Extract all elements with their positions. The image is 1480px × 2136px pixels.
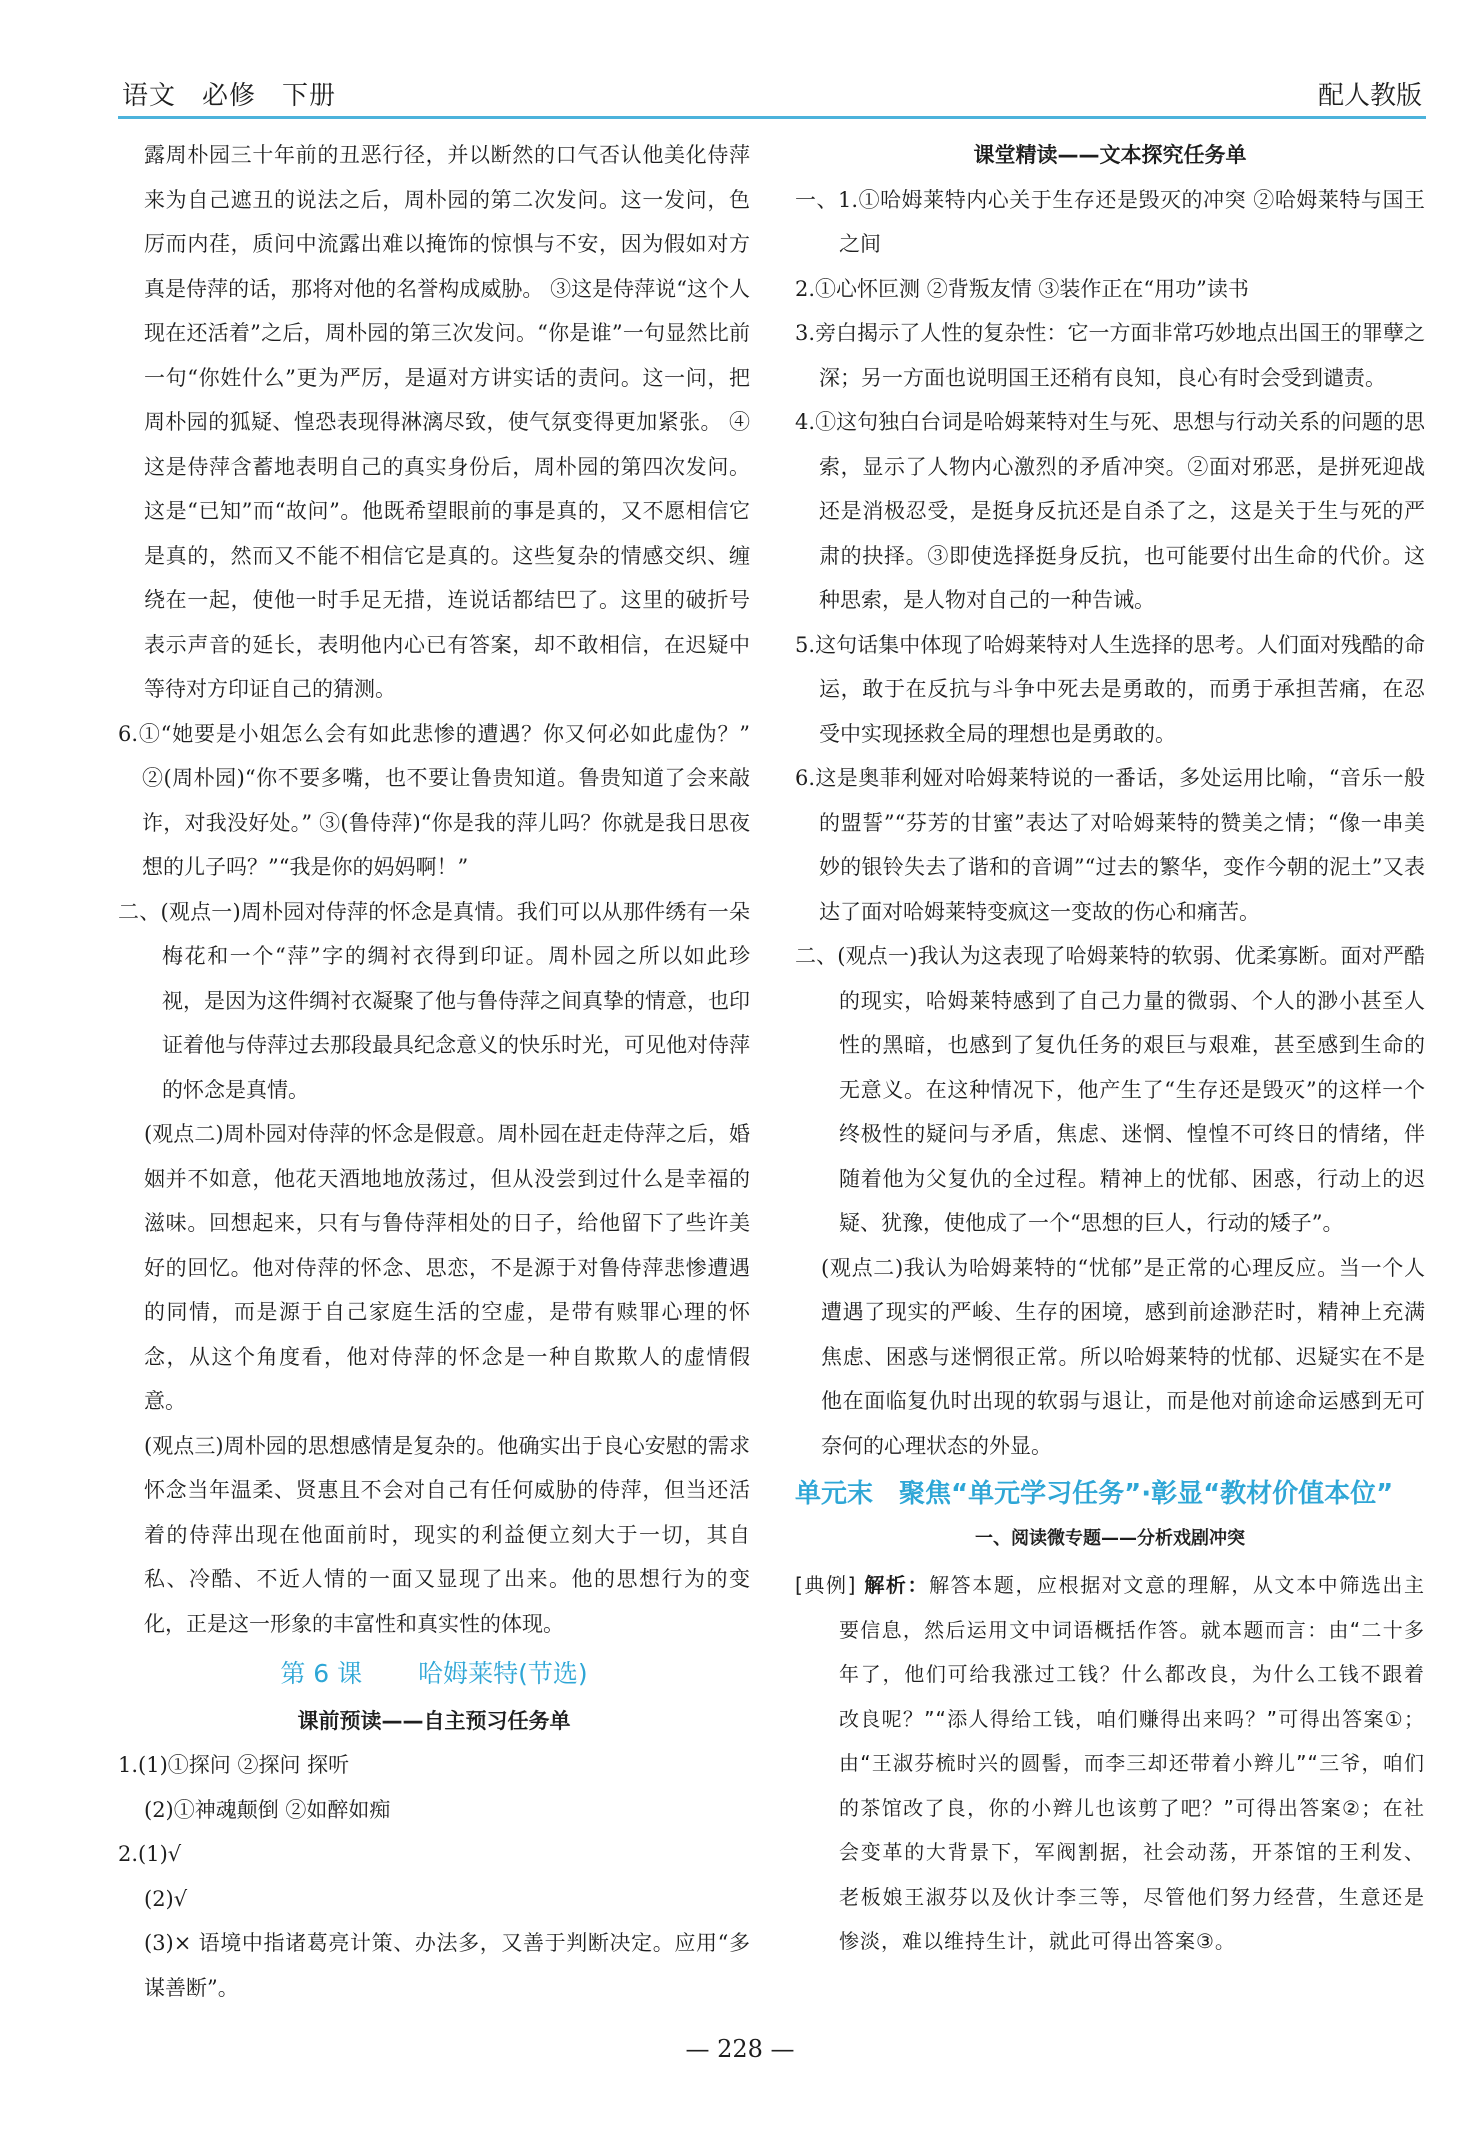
unit-label: 单元末 (795, 1479, 874, 1509)
answer-section-two: 二、(观点一)周朴园对侍萍的怀念是真情。我们可以从那件绣有一朵梅花和一个“萍”字的绸衬衣得到印证。周朴园之所以如此珍视，是因为这件绸衬衣凝聚了他与鲁侍萍之间真挚的情意，也印证着他与侍萍过去那段最具纪念意义的快乐时光，可见他对侍萍的怀念是真情。 (118, 899, 750, 1102)
answer-2c: (3)× 语境中指诸葛亮计策、办法多，又善于判断决定。应用“多谋善断”。 (144, 1931, 750, 2000)
answer-r3: 3.旁白揭示了人性的复杂性：它一方面非常巧妙地点出国王的罪孽之深；另一方面也说明国王还稍有良知，良心有时会受到谴责。 (795, 321, 1425, 390)
answer-r6: 6.这是奥菲利娅对哈姆莱特说的一番话，多处运用比喻，“音乐一般的盟誓”“芬芳的甘蜜”表达了对哈姆莱特的赞美之情；“像一串美妙的银铃失去了谐和的音调”“过去的繁华，变作今朝的泥土”又表达了面对哈姆莱特变疯这一变故的伤心和痛苦。 (795, 766, 1425, 924)
book-title (122, 75, 362, 112)
example-analysis (795, 1563, 1425, 1964)
example-tag: [典例] (795, 1573, 857, 1597)
right-column (795, 133, 1425, 1964)
viewpoint-2-right: (观点二)我认为哈姆莱特的“忧郁”是正常的心理反应。当一个人遭遇了现实的严峻、生存的困境，感到前途渺茫时，精神上充满焦虑、困惑与迷惘很正常。所以哈姆莱特的忧郁、迟疑实在不是他在面临复仇时出现的软弱与退让，而是他对前途命运感到无可奈何的心理状态的外显。 (821, 1255, 1425, 1458)
answer-paragraph: 露周朴园三十年前的丑恶行径，并以断然的口气否认他美化侍萍来为自己遮丑的说法之后，周朴园的第二次发问。这一发问，色厉而内荏，质问中流露出难以掩饰的惊惧与不安，因为假如对方真是侍萍的话，那将对他的名誉构成威胁。 ③这是侍萍说“这个人现在还活着”之后，周朴园的第三次发问。“你是谁”一句显然比前一句“你姓什么”更为严厉，是逼对方讲实话的责问。这一问，把周朴园的狐疑、惶恐表现得淋漓尽致，使气氛变得更加紧张。 ④这是侍萍含蓄地表明自己的真实身份后，周朴园的第四次发问。这是“已知”而“故问”。他既希望眼前的事是真的，又不愿相信它是真的，然而又不能不相信它是真的。这些复杂的情感交织、缠绕在一起，使他一时手足无措，连说话都结巴了。这里的破折号表示声音的延长，表明他内心已有答案，却不敢相信，在迟疑中等待对方印证自己的猜测。 (144, 143, 750, 701)
answer-r1: 一、1.①哈姆莱特内心关于生存还是毁灭的冲突 ②哈姆莱特与国王之间 (795, 187, 1425, 256)
answer-1b: (2)①神魂颠倒 ②如醉如痴 (144, 1797, 391, 1822)
answer-section-two-right: 二、(观点一)我认为这表现了哈姆莱特的软弱、优柔寡断。面对严酷的现实，哈姆莱特感到了自己力量的微弱、个人的渺小甚至人性的黑暗，也感到了复仇任务的艰巨与艰难，甚至感到生命的无意义。在这种情况下，他产生了“生存还是毁灭”的这样一个终极性的疑问与矛盾，焦虑、迷惘、惶惶不可终日的情绪，伴随着他为父复仇的全过程。精神上的忧郁、困惑，行动上的迟疑、犹豫，使他成了一个“思想的巨人，行动的矮子”。 (795, 944, 1425, 1235)
viewpoint-3: (观点三)周朴园的思想感情是复杂的。他确实出于良心安慰的需求怀念当年温柔、贤惠且不会对自己有任何威胁的侍萍，但当还活着的侍萍出现在他面前时，现实的利益便立刻大于一切，其自私、冷酷、不近人情的一面又显现了出来。他的思想行为的变化，正是这一形象的丰富性和真实性的体现。 (144, 1433, 750, 1636)
answer-r5: 5.这句话集中体现了哈姆莱特对人生选择的思考。人们面对残酷的命运，敢于在反抗与斗争中死去是勇敢的，而勇于承担苦痛，在忍受中实现拯救全局的理想也是勇敢的。 (795, 632, 1425, 746)
lesson-title (118, 1652, 750, 1697)
pre-reading-title: 课前预读——自主预习任务单 (297, 1708, 571, 1733)
unit-text: 聚焦“单元学习任务”·彰显“教材价值本位” (899, 1479, 1394, 1509)
lesson-name: 哈姆莱特(节选) (418, 1659, 588, 1688)
answer-r2: 2.①心怀叵测 ②背叛友情 ③装作正在“用功”读书 (795, 276, 1249, 301)
micro-topic-title: 一、阅读微专题——分析戏剧冲突 (975, 1527, 1245, 1549)
page-number: — 228 — (685, 2035, 795, 2063)
answer-r4: 4.①这句独白台词是哈姆莱特对生与死、思想与行动关系的问题的思索，显示了人物内心激烈的矛盾冲突。②面对邪恶，是拼死迎战还是消极忍受，是挺身反抗还是自杀了之，这是关于生与死的严肃的抉择。③即使选择挺身反抗，也可能要付出生命的代价。这种思索，是人物对自己的一种告诫。 (795, 410, 1425, 612)
analysis-text: 解答本题，应根据对文意的理解，从文本中筛选出主要信息，然后运用文中词语概括作答。就本题而言：由“二十多年了，他们可给我涨过工钱？什么都改良，为什么工钱不跟着改良呢？”“添人得给工钱，咱们赚得出来吗？”可得出答案①；由“王淑芬梳时兴的圆髻，而李三却还带着小辫儿”“三爷，咱们的茶馆改了良，你的小辫儿也该剪了吧？”可得出答案②；在社会变革的大背景下，军阀割据，社会动荡，开茶馆的王利发、老板娘王淑芬以及伙计李三等，尽管他们努力经营，生意还是惨淡，难以维持生计，就此可得出答案③。 (839, 1573, 1426, 1953)
answer-2b: (2)√ (144, 1886, 188, 1911)
lesson-number: 第 6 课 (280, 1659, 363, 1688)
class-reading-title: 课堂精读——文本探究任务单 (973, 143, 1247, 167)
volume: 必修 (202, 81, 257, 111)
page-header (118, 76, 1426, 119)
left-column (118, 133, 750, 2010)
unit-end-title (795, 1472, 1425, 1517)
subject: 语文 (122, 81, 177, 111)
edition-label: 配人教版 (1317, 81, 1422, 111)
answer-1: 1.(1)①探问 ②探问 探听 (118, 1753, 350, 1777)
viewpoint-2: (观点二)周朴园对侍萍的怀念是假意。周朴园在赶走侍萍之后，婚姻并不如意，他花天酒地地放荡过，但从没尝到过什么是幸福的滋味。回想起来，只有与鲁侍萍相处的日子，给他留下了些许美好的回忆。他对侍萍的怀念、思恋，不是源于对鲁侍萍悲惨遭遇的同情，而是源于自己家庭生活的空虚，是带有赎罪心理的怀念，从这个角度看，他对侍萍的怀念是一种自欺欺人的虚情假意。 (144, 1122, 750, 1413)
answer-2: 2.(1)√ (118, 1842, 182, 1866)
part: 下册 (282, 81, 337, 111)
answer-q6: 6.①“她要是小姐怎么会有如此悲惨的遭遇？你又何必如此虚伪？” ②(周朴园)“你不要多嘴，也不要让鲁贵知道。鲁贵知道了会来敲诈，对我没好处。” ③(鲁侍萍)“你是我的萍儿吗？你就是我日思夜想的儿子吗？”“我是你的妈妈啊！” (118, 721, 750, 879)
analysis-label: 解析： (864, 1573, 930, 1597)
